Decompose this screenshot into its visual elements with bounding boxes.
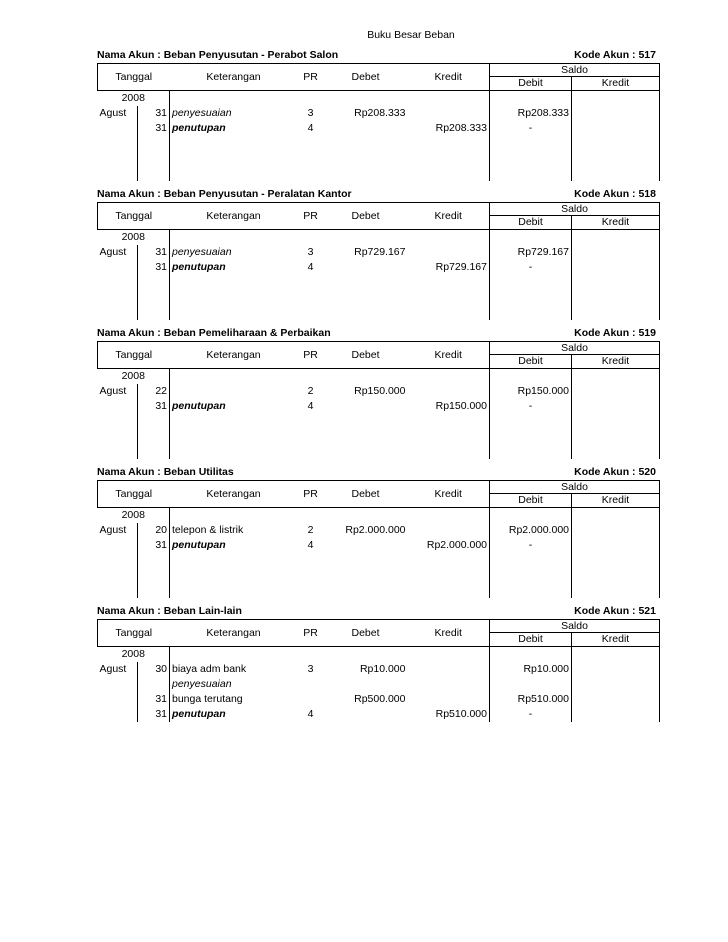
account-code: Kode Akun : 520 [574, 466, 656, 478]
cell-pr: 4 [307, 539, 314, 551]
account-code: Kode Akun : 518 [574, 188, 656, 200]
account-code: Kode Akun : 521 [574, 605, 656, 617]
cell-month: Agust [99, 385, 127, 397]
cell-keterangan [170, 275, 298, 290]
col-tanggal: Tanggal [98, 342, 170, 369]
col-saldo-kredit: Kredit [572, 216, 660, 230]
cell-saldo-kredit [572, 523, 660, 538]
cell-keterangan [170, 136, 298, 151]
cell-year: 2008 [121, 92, 145, 104]
table-row [98, 568, 660, 583]
cell-month: Agust [99, 524, 127, 536]
cell-debet: Rp2.000.000 [345, 524, 406, 536]
cell-debet: Rp208.333 [354, 107, 406, 119]
table-row [98, 166, 660, 181]
cell-saldo-kredit [572, 290, 660, 305]
cell-pr: 4 [307, 708, 314, 720]
col-tanggal: Tanggal [98, 64, 170, 91]
cell-debet [324, 260, 408, 275]
col-saldo: Saldo [490, 481, 660, 494]
table-row [98, 290, 660, 305]
cell-kredit [408, 523, 490, 538]
col-debet: Debet [324, 64, 408, 91]
cell-kredit: Rp510.000 [435, 708, 487, 720]
ledger-table [97, 619, 660, 722]
table-row [98, 121, 660, 136]
cell-saldo-kredit [572, 677, 660, 692]
cell-month: Agust [99, 246, 127, 258]
col-saldo-debit: Debit [490, 77, 572, 91]
cell-day: 30 [138, 662, 170, 677]
cell-pr: 4 [307, 122, 314, 134]
cell-month [98, 275, 138, 290]
cell-saldo-kredit [572, 692, 660, 707]
cell-day [138, 429, 170, 444]
table-row [98, 245, 660, 260]
cell-saldo-debit [490, 136, 572, 151]
cell-pr [298, 429, 324, 444]
table-row [98, 692, 660, 707]
table-row [98, 275, 660, 290]
cell-day: 31 [138, 245, 170, 260]
ledger-account-0 [97, 49, 659, 181]
account-name: Nama Akun : Beban Lain-lain [97, 605, 242, 617]
cell-saldo-debit: Rp510.000 [490, 692, 572, 707]
cell-debet: Rp729.167 [354, 246, 406, 258]
cell-keterangan [170, 290, 298, 305]
cell-year: 2008 [121, 648, 145, 660]
cell-kredit [408, 677, 490, 692]
page-title: Buku Besar Beban [367, 29, 455, 41]
cell-debet [324, 136, 408, 151]
account-name: Nama Akun : Beban Utilitas [97, 466, 234, 478]
cell-saldo-kredit [572, 106, 660, 121]
cell-pr: 2 [307, 524, 314, 536]
cell-pr: 3 [307, 246, 314, 258]
cell-saldo-kredit [572, 662, 660, 677]
cell-pr [298, 677, 324, 692]
col-saldo: Saldo [490, 342, 660, 355]
cell-pr: 4 [307, 400, 314, 412]
cell-debet [324, 414, 408, 429]
cell-pr: 3 [307, 663, 314, 675]
cell-kredit [408, 429, 490, 444]
ledger-header [97, 188, 659, 202]
cell-debet: Rp150.000 [354, 385, 406, 397]
cell-pr [298, 414, 324, 429]
cell-day [138, 275, 170, 290]
cell-day: 31 [138, 707, 170, 722]
col-saldo: Saldo [490, 620, 660, 633]
cell-pr [298, 136, 324, 151]
cell-day: 31 [138, 260, 170, 275]
cell-kredit [408, 662, 490, 677]
col-keterangan: Keterangan [170, 481, 298, 508]
cell-debet [324, 553, 408, 568]
cell-saldo-kredit [572, 275, 660, 290]
col-kredit: Kredit [408, 342, 490, 369]
cell-saldo-kredit [572, 429, 660, 444]
cell-saldo-kredit [572, 399, 660, 414]
table-row [98, 553, 660, 568]
cell-pr [298, 692, 324, 707]
cell-month: Agust [99, 663, 127, 675]
col-saldo-debit: Debit [490, 216, 572, 230]
cell-year: 2008 [121, 370, 145, 382]
cell-year: 2008 [121, 231, 145, 243]
col-keterangan: Keterangan [170, 342, 298, 369]
col-kredit: Kredit [408, 203, 490, 230]
ledger-header [97, 466, 659, 480]
account-code: Kode Akun : 517 [574, 49, 656, 61]
col-pr: PR [298, 203, 324, 230]
cell-kredit [408, 553, 490, 568]
cell-keterangan: penutupan [170, 399, 298, 414]
cell-kredit [408, 384, 490, 399]
cell-pr [298, 275, 324, 290]
table-row [98, 260, 660, 275]
account-name: Nama Akun : Beban Penyusutan - Perabot Salon [97, 49, 339, 61]
cell-saldo-debit: Rp10.000 [490, 662, 572, 677]
ledger-table [97, 63, 660, 181]
cell-month: Agust [99, 107, 127, 119]
cell-kredit [408, 414, 490, 429]
ledger-header [97, 49, 659, 63]
cell-keterangan [170, 429, 298, 444]
cell-saldo-debit: - [490, 399, 572, 414]
cell-debet: Rp10.000 [359, 663, 406, 675]
cell-saldo-kredit [572, 568, 660, 583]
cell-day: 31 [138, 121, 170, 136]
cell-month [98, 538, 138, 553]
table-row [98, 414, 660, 429]
col-keterangan: Keterangan [170, 64, 298, 91]
col-kredit: Kredit [408, 481, 490, 508]
cell-debet [324, 151, 408, 166]
cell-day: 31 [138, 538, 170, 553]
col-pr: PR [298, 481, 324, 508]
cell-debet [324, 290, 408, 305]
cell-pr [298, 151, 324, 166]
table-row [98, 429, 660, 444]
account-name: Nama Akun : Beban Penyusutan - Peralatan Kantor [97, 188, 352, 200]
cell-kredit [408, 568, 490, 583]
table-row [98, 538, 660, 553]
cell-keterangan: bunga terutang [170, 692, 298, 707]
cell-pr [298, 568, 324, 583]
col-saldo-debit: Debit [490, 633, 572, 647]
col-debet: Debet [324, 342, 408, 369]
cell-saldo-debit: Rp729.167 [490, 245, 572, 260]
cell-month [98, 399, 138, 414]
cell-kredit [408, 136, 490, 151]
cell-day [138, 677, 170, 692]
cell-keterangan: penutupan [170, 260, 298, 275]
cell-kredit: Rp208.333 [435, 122, 487, 134]
cell-saldo-debit: Rp208.333 [490, 106, 572, 121]
table-row [98, 151, 660, 166]
cell-kredit [408, 275, 490, 290]
cell-saldo-debit [490, 275, 572, 290]
cell-day [138, 290, 170, 305]
cell-day [138, 151, 170, 166]
cell-debet [324, 568, 408, 583]
cell-year: 2008 [121, 509, 145, 521]
cell-saldo-debit [490, 429, 572, 444]
cell-keterangan [170, 384, 298, 399]
cell-saldo-kredit [572, 538, 660, 553]
cell-day [138, 136, 170, 151]
col-pr: PR [298, 620, 324, 647]
cell-debet [324, 429, 408, 444]
cell-saldo-debit [490, 151, 572, 166]
ledger-header [97, 605, 659, 619]
cell-day: 31 [138, 399, 170, 414]
cell-pr [298, 290, 324, 305]
ledger-account-2 [97, 327, 659, 459]
cell-saldo-debit: - [490, 538, 572, 553]
ledger-account-1 [97, 188, 659, 320]
ledger-header [97, 327, 659, 341]
cell-debet [324, 538, 408, 553]
cell-saldo-kredit [572, 260, 660, 275]
year-row [98, 508, 660, 524]
col-saldo-kredit: Kredit [572, 355, 660, 369]
cell-saldo-debit [490, 290, 572, 305]
year-row [98, 647, 660, 663]
cell-month [98, 568, 138, 583]
cell-kredit [408, 692, 490, 707]
ledger-table [97, 480, 660, 598]
cell-pr: 3 [307, 107, 314, 119]
table-row [98, 583, 660, 598]
cell-saldo-kredit [572, 121, 660, 136]
cell-day [138, 553, 170, 568]
year-row [98, 91, 660, 107]
account-code: Kode Akun : 519 [574, 327, 656, 339]
ledger-account-3 [97, 466, 659, 598]
cell-keterangan: penyesuaian [170, 106, 298, 121]
cell-kredit: Rp729.167 [435, 261, 487, 273]
cell-pr: 4 [307, 261, 314, 273]
col-keterangan: Keterangan [170, 203, 298, 230]
cell-keterangan: penyesuaian [170, 677, 298, 692]
cell-keterangan: penutupan [170, 121, 298, 136]
cell-keterangan: telepon & listrik [170, 523, 298, 538]
table-row [98, 707, 660, 722]
cell-day [138, 414, 170, 429]
col-debet: Debet [324, 620, 408, 647]
cell-day [138, 568, 170, 583]
cell-day: 31 [138, 106, 170, 121]
cell-saldo-kredit [572, 151, 660, 166]
cell-month [98, 553, 138, 568]
table-row [98, 677, 660, 692]
cell-month [98, 692, 138, 707]
col-pr: PR [298, 342, 324, 369]
cell-keterangan: penyesuaian [170, 245, 298, 260]
account-name: Nama Akun : Beban Pemeliharaan & Perbaikan [97, 327, 331, 339]
col-saldo-kredit: Kredit [572, 494, 660, 508]
cell-saldo-debit [490, 677, 572, 692]
cell-month [98, 290, 138, 305]
cell-debet [324, 121, 408, 136]
cell-keterangan: biaya adm bank [170, 662, 298, 677]
cell-month [98, 414, 138, 429]
cell-keterangan [170, 414, 298, 429]
cell-kredit [408, 151, 490, 166]
cell-month [98, 121, 138, 136]
table-row [98, 106, 660, 121]
cell-saldo-kredit [572, 384, 660, 399]
cell-debet: Rp500.000 [354, 693, 406, 705]
cell-saldo-kredit [572, 707, 660, 722]
table-row [98, 384, 660, 399]
col-debet: Debet [324, 203, 408, 230]
year-row [98, 230, 660, 246]
cell-saldo-debit: - [490, 121, 572, 136]
cell-keterangan: penutupan [170, 538, 298, 553]
cell-kredit: Rp2.000.000 [426, 539, 487, 551]
col-kredit: Kredit [408, 64, 490, 91]
year-row [98, 369, 660, 385]
col-saldo: Saldo [490, 203, 660, 216]
col-debet: Debet [324, 481, 408, 508]
cell-month [98, 707, 138, 722]
cell-keterangan [170, 553, 298, 568]
cell-debet [324, 399, 408, 414]
col-saldo-debit: Debit [490, 494, 572, 508]
cell-debet [324, 677, 408, 692]
cell-keterangan [170, 568, 298, 583]
ledger-account-4 [97, 605, 659, 722]
cell-saldo-debit: Rp2.000.000 [490, 523, 572, 538]
cell-debet [324, 707, 408, 722]
cell-debet [324, 275, 408, 290]
cell-saldo-debit: Rp150.000 [490, 384, 572, 399]
table-row [98, 523, 660, 538]
col-kredit: Kredit [408, 620, 490, 647]
cell-saldo-kredit [572, 136, 660, 151]
col-tanggal: Tanggal [98, 203, 170, 230]
col-saldo-kredit: Kredit [572, 77, 660, 91]
cell-saldo-debit: - [490, 260, 572, 275]
col-pr: PR [298, 64, 324, 91]
table-row [98, 399, 660, 414]
col-tanggal: Tanggal [98, 481, 170, 508]
cell-month [98, 260, 138, 275]
cell-keterangan [170, 151, 298, 166]
cell-pr: 2 [307, 385, 314, 397]
ledger-table [97, 341, 660, 459]
col-saldo: Saldo [490, 64, 660, 77]
table-row [98, 444, 660, 459]
cell-saldo-debit [490, 414, 572, 429]
cell-kredit [408, 106, 490, 121]
cell-pr [298, 553, 324, 568]
cell-month [98, 136, 138, 151]
cell-saldo-kredit [572, 245, 660, 260]
cell-day: 22 [138, 384, 170, 399]
cell-kredit [408, 245, 490, 260]
cell-keterangan: penutupan [170, 707, 298, 722]
cell-day: 20 [138, 523, 170, 538]
cell-day: 31 [138, 692, 170, 707]
table-row [98, 662, 660, 677]
col-saldo-kredit: Kredit [572, 633, 660, 647]
cell-month [98, 429, 138, 444]
col-tanggal: Tanggal [98, 620, 170, 647]
table-row [98, 305, 660, 320]
ledger-table [97, 202, 660, 320]
cell-kredit: Rp150.000 [435, 400, 487, 412]
cell-saldo-debit: - [490, 707, 572, 722]
cell-saldo-kredit [572, 553, 660, 568]
cell-saldo-debit [490, 553, 572, 568]
table-row [98, 136, 660, 151]
cell-month [98, 151, 138, 166]
cell-saldo-kredit [572, 414, 660, 429]
cell-kredit [408, 290, 490, 305]
cell-month [98, 677, 138, 692]
cell-saldo-debit [490, 568, 572, 583]
col-keterangan: Keterangan [170, 620, 298, 647]
col-saldo-debit: Debit [490, 355, 572, 369]
